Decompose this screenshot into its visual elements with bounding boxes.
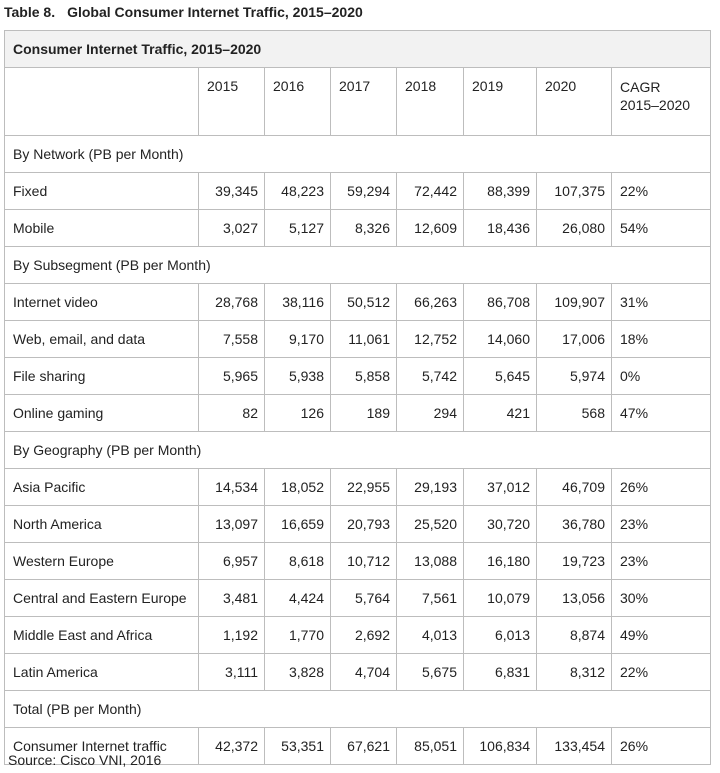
value-cell: 4,704 bbox=[331, 654, 397, 691]
cagr-cell: 49% bbox=[612, 617, 711, 654]
section-header-row bbox=[5, 247, 711, 284]
value-cell: 5,974 bbox=[537, 358, 612, 395]
cagr-cell: 23% bbox=[612, 543, 711, 580]
value-cell: 13,056 bbox=[537, 580, 612, 617]
row-label: Central and Eastern Europe bbox=[5, 580, 199, 617]
row-label: Internet video bbox=[5, 284, 199, 321]
table-row bbox=[5, 284, 711, 321]
value-cell: 29,193 bbox=[397, 469, 464, 506]
value-cell: 28,768 bbox=[199, 284, 265, 321]
value-cell: 36,780 bbox=[537, 506, 612, 543]
value-cell: 10,079 bbox=[464, 580, 537, 617]
value-cell: 20,793 bbox=[331, 506, 397, 543]
value-cell: 8,618 bbox=[265, 543, 331, 580]
value-cell: 82 bbox=[199, 395, 265, 432]
value-cell: 19,723 bbox=[537, 543, 612, 580]
value-cell: 22,955 bbox=[331, 469, 397, 506]
value-cell: 42,372 bbox=[199, 728, 265, 765]
row-label: Online gaming bbox=[5, 395, 199, 432]
value-cell: 85,051 bbox=[397, 728, 464, 765]
column-header: 2020 bbox=[537, 68, 612, 136]
value-cell: 59,294 bbox=[331, 173, 397, 210]
value-cell: 67,621 bbox=[331, 728, 397, 765]
value-cell: 133,454 bbox=[537, 728, 612, 765]
row-label: Western Europe bbox=[5, 543, 199, 580]
value-cell: 5,858 bbox=[331, 358, 397, 395]
value-cell: 25,520 bbox=[397, 506, 464, 543]
section-label: By Network (PB per Month) bbox=[5, 136, 711, 173]
table-row bbox=[5, 395, 711, 432]
column-header: 2017 bbox=[331, 68, 397, 136]
value-cell: 88,399 bbox=[464, 173, 537, 210]
value-cell: 6,957 bbox=[199, 543, 265, 580]
value-cell: 1,192 bbox=[199, 617, 265, 654]
table-row bbox=[5, 543, 711, 580]
value-cell: 53,351 bbox=[265, 728, 331, 765]
section-header-row bbox=[5, 136, 711, 173]
value-cell: 5,127 bbox=[265, 210, 331, 247]
cagr-cell: 22% bbox=[612, 173, 711, 210]
value-cell: 86,708 bbox=[464, 284, 537, 321]
cagr-cell: 23% bbox=[612, 506, 711, 543]
value-cell: 3,828 bbox=[265, 654, 331, 691]
value-cell: 12,609 bbox=[397, 210, 464, 247]
value-cell: 10,712 bbox=[331, 543, 397, 580]
section-label: Total (PB per Month) bbox=[5, 691, 711, 728]
value-cell: 126 bbox=[265, 395, 331, 432]
value-cell: 2,692 bbox=[331, 617, 397, 654]
row-label: Latin America bbox=[5, 654, 199, 691]
value-cell: 38,116 bbox=[265, 284, 331, 321]
row-label: Mobile bbox=[5, 210, 199, 247]
cagr-header bbox=[612, 68, 711, 136]
header-empty-cell bbox=[5, 68, 199, 136]
value-cell: 4,424 bbox=[265, 580, 331, 617]
value-cell: 16,659 bbox=[265, 506, 331, 543]
value-cell: 26,080 bbox=[537, 210, 612, 247]
row-label: Web, email, and data bbox=[5, 321, 199, 358]
value-cell: 7,558 bbox=[199, 321, 265, 358]
value-cell: 12,752 bbox=[397, 321, 464, 358]
table-number: Table 8. bbox=[4, 4, 56, 20]
table-row bbox=[5, 321, 711, 358]
section-label: By Geography (PB per Month) bbox=[5, 432, 711, 469]
value-cell: 18,052 bbox=[265, 469, 331, 506]
value-cell: 14,060 bbox=[464, 321, 537, 358]
value-cell: 3,111 bbox=[199, 654, 265, 691]
value-cell: 66,263 bbox=[397, 284, 464, 321]
value-cell: 11,061 bbox=[331, 321, 397, 358]
column-header: 2018 bbox=[397, 68, 464, 136]
value-cell: 1,770 bbox=[265, 617, 331, 654]
value-cell: 3,027 bbox=[199, 210, 265, 247]
table-caption-title: Global Consumer Internet Traffic, 2015–2020 bbox=[67, 4, 363, 20]
value-cell: 8,312 bbox=[537, 654, 612, 691]
column-header-row bbox=[5, 68, 711, 136]
value-cell: 8,874 bbox=[537, 617, 612, 654]
value-cell: 3,481 bbox=[199, 580, 265, 617]
value-cell: 5,742 bbox=[397, 358, 464, 395]
value-cell: 6,831 bbox=[464, 654, 537, 691]
traffic-table bbox=[4, 30, 711, 765]
value-cell: 72,442 bbox=[397, 173, 464, 210]
cagr-cell: 18% bbox=[612, 321, 711, 358]
cagr-cell: 47% bbox=[612, 395, 711, 432]
table-row bbox=[5, 173, 711, 210]
value-cell: 9,170 bbox=[265, 321, 331, 358]
section-label: By Subsegment (PB per Month) bbox=[5, 247, 711, 284]
cagr-cell: 54% bbox=[612, 210, 711, 247]
value-cell: 6,013 bbox=[464, 617, 537, 654]
value-cell: 106,834 bbox=[464, 728, 537, 765]
value-cell: 109,907 bbox=[537, 284, 612, 321]
value-cell: 16,180 bbox=[464, 543, 537, 580]
table-caption bbox=[4, 4, 363, 20]
row-label: North America bbox=[5, 506, 199, 543]
cagr-header-line2: 2015–2020 bbox=[620, 97, 691, 113]
value-cell: 37,012 bbox=[464, 469, 537, 506]
column-header: 2015 bbox=[199, 68, 265, 136]
value-cell: 5,645 bbox=[464, 358, 537, 395]
column-header: 2016 bbox=[265, 68, 331, 136]
table-title-row bbox=[5, 31, 711, 68]
value-cell: 13,088 bbox=[397, 543, 464, 580]
row-label: Asia Pacific bbox=[5, 469, 199, 506]
value-cell: 48,223 bbox=[265, 173, 331, 210]
table-row bbox=[5, 210, 711, 247]
cagr-cell: 30% bbox=[612, 580, 711, 617]
value-cell: 17,006 bbox=[537, 321, 612, 358]
value-cell: 14,534 bbox=[199, 469, 265, 506]
value-cell: 8,326 bbox=[331, 210, 397, 247]
row-label: Consumer Internet traffic bbox=[5, 728, 199, 765]
value-cell: 4,013 bbox=[397, 617, 464, 654]
value-cell: 189 bbox=[331, 395, 397, 432]
value-cell: 107,375 bbox=[537, 173, 612, 210]
source-note: Source: Cisco VNI, 2016 bbox=[8, 752, 162, 768]
table-row bbox=[5, 358, 711, 395]
value-cell: 30,720 bbox=[464, 506, 537, 543]
value-cell: 7,561 bbox=[397, 580, 464, 617]
value-cell: 13,097 bbox=[199, 506, 265, 543]
value-cell: 5,675 bbox=[397, 654, 464, 691]
table-row bbox=[5, 617, 711, 654]
table-row bbox=[5, 469, 711, 506]
cagr-header-line1: CAGR bbox=[620, 79, 661, 95]
cagr-cell: 22% bbox=[612, 654, 711, 691]
column-header: 2019 bbox=[464, 68, 537, 136]
table-row bbox=[5, 654, 711, 691]
table-row bbox=[5, 506, 711, 543]
value-cell: 294 bbox=[397, 395, 464, 432]
table-row bbox=[5, 580, 711, 617]
cagr-cell: 26% bbox=[612, 469, 711, 506]
cagr-cell: 31% bbox=[612, 284, 711, 321]
value-cell: 50,512 bbox=[331, 284, 397, 321]
value-cell: 5,965 bbox=[199, 358, 265, 395]
value-cell: 46,709 bbox=[537, 469, 612, 506]
value-cell: 39,345 bbox=[199, 173, 265, 210]
table-title: Consumer Internet Traffic, 2015–2020 bbox=[5, 31, 711, 68]
value-cell: 421 bbox=[464, 395, 537, 432]
cagr-cell: 26% bbox=[612, 728, 711, 765]
section-header-row bbox=[5, 432, 711, 469]
row-label: File sharing bbox=[5, 358, 199, 395]
value-cell: 5,764 bbox=[331, 580, 397, 617]
value-cell: 18,436 bbox=[464, 210, 537, 247]
section-header-row bbox=[5, 691, 711, 728]
value-cell: 5,938 bbox=[265, 358, 331, 395]
row-label: Fixed bbox=[5, 173, 199, 210]
row-label: Middle East and Africa bbox=[5, 617, 199, 654]
cagr-cell: 0% bbox=[612, 358, 711, 395]
value-cell: 568 bbox=[537, 395, 612, 432]
